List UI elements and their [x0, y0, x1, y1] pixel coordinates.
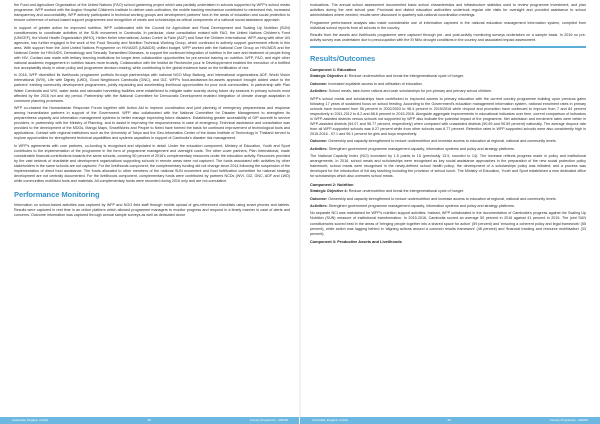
label: Activities: [310, 146, 328, 151]
value: Ownership and capacity strengthened to reduce undernutrition and increase access to education at regional, national and community levels. [328, 196, 557, 201]
paragraph: evaluations. The annual school assessment documented basic school characteristics and infrastructure statistics used to review programme investment, and plan activities during the next school year. Provincial and district education authorities undertook regular site visits for oversight and provided assistance to school administrators where needed; results were discussed in quarterly sub-national coordination meetings. [310, 3, 586, 18]
component-2-title: Component 2: Nutrition [310, 181, 354, 187]
paragraph: WFP's school meals and scholarships have contributed to improved access to primary education with the current country programme building upon previous gains following 17 years of sustained focus on school feeding. According to the Government's education management information system, national enrolment rates in primary schools have increased from 96 percent in 2002/2003 to 98.4 percent in 2015/2016 while dropout and promotion have continued to improve from 7 and 84 percent respectively in 2011-2012 to 8.2 and 88.6 percent in 2015-2016. Alongside aggregate improvements in educational indicators over time, current comparison of indicators in WFP-assisted districts versus schools not supported by WFP also indicate the potential impact of the programme. Net admission and enrolment rates were better in WFP-assisted districts (94.07 and 96.77 percent, respectively) when compared with unassisted districts (90.69 and 90.59 percent) nationally. The average dropout rate from all WFP-supported schools was 6.27 percent while from other schools was 6.77 percent. Retention rates in WFP-supported schools were also consistently high in 2015-2016 - 97.1 and 96.1 percent for girls and boys respectively. [310, 96, 586, 136]
component-1-title: Component 1: Education [310, 67, 357, 73]
paragraph: The National Capacity Index (NCI) increased by 1.5 points to 15 (previously 13.5, rounded to 14). The increase reflects progress made in policy and institutional arrangements. In 2016, school meals and scholarships were recognised as key social assistance approaches in the preparation of the new social protection policy framework; school meals were recognised in the newly-defined school health policy; the development of a scholarships policy was initiated; and a process was developed for the introduction of full day teaching including the provision of school lunch. The Ministry of Education, Youth and Sport established a new dedicated office for scholarships which also oversees school meals. [310, 154, 586, 179]
activities-line [310, 147, 586, 152]
section-title-results-outcomes: Results/Outcomes [310, 54, 376, 64]
left-page-text [14, 3, 290, 413]
paragraph: WFP co-chaired the Humanitarian Response Forum together with Action Aid to improve coordination and joint planning of emergency preparedness and response among humanitarian partners in support of the Government. WFP also collaborated with the National Committee for Disaster Management to strengthen its preparedness capacity and information management systems to better manage impending future disasters. Establishing greater accessibility of GIP accredit to service providers, in partnership with the Ministry of Planning, and to assist in improving the responsiveness in case of emergency. Technical assistance and consultation was provided to the development of the MDGs, Mango Maps, SmartWorks and People to Need have formed the basis for continued improvement of technological tools and applications. Contact with regional institutions such as the University of Tokyo and the Geo-Informatics Center of the Asian Institute of Technology in Thailand served to explore opportunities for strengthened technical capabilities and systems capacities in support of Cambodia's disaster risk management. [14, 106, 290, 141]
activities-line [310, 89, 586, 94]
outcome-line [310, 197, 586, 202]
strategic-objective-line [310, 74, 586, 79]
value: Ownership and capacity strengthened to reduce undernutrition and increase access to education at regional, national and community levels. [328, 139, 557, 144]
value: Increased equitable access to and utilisation of education. [328, 81, 423, 86]
footer-org: Cambodia, Kingdom of (KH) [312, 418, 349, 422]
paragraph: In WFP's agreements with core partners, co-funding is recognised and stipulated in detail. Under the education component, Ministry of Education, Youth and Sport contributes to the implementation of the programme in the form of programme management and oversight costs. The other cover partners, Plan International, made considerable financial contributions towards the same schools, covering 50 percent of 2016's complementary resources under the education activity. Resources provided by the vast network of charitable and development organizations supporting schools in remote areas were not captured. The funds associated with activities by other stakeholders in the same schools are not captured. For the livelihoods component, the complementary funding did not change since 2014 following the suspension of the implementation of direct food assistance. The funds allocated to other members of the national SUN movement and food fortification committee for national strategy development are not centrally documented. For the livelihoods component, complementary funds were contributed by partners NCDs (WVI, GIZ, GNC, ADF and LWD) while communities mobilised tools and materials. All complementary funds were recorded during 2016 only and are not cumulative. [14, 143, 290, 184]
value: Strengthen government programme management capacity, information systems and policy and strategy platforms. [328, 146, 515, 151]
outcome-line [310, 82, 586, 87]
component-3-title: Component 3: Productive Assets and Livelihoods [310, 239, 402, 245]
paragraph: Results from the assets and livelihoods programme were captured through pre- and post-activity monitoring surveys undertaken on a sample basis. In 2016 no pre-activity survey was undertaken due to preoccupation with the El Niño drought conditions in the country and associated impact assessment. [310, 33, 586, 43]
value: Reduce undernutrition and break the intergenerational cycle of hunger. [348, 189, 464, 194]
value: Strengthen government programme management capacity, information systems and policy and strategy platforms. [328, 203, 515, 208]
right-page [300, 0, 600, 424]
activities-line [310, 204, 586, 209]
value: Reduce undernutrition and break the intergenerational cycle of hunger. [348, 74, 464, 79]
outcome-line [310, 139, 586, 144]
footer-doc: Country Programme - 200202 [249, 418, 288, 422]
footer-doc: Country Programme - 200202 [549, 418, 588, 422]
page-footer [0, 417, 300, 424]
paragraph: In support of greater action for improved nutrition, WFP collaborated with the Council for Agriculture and Rural Development and Scaling Up Nutrition (SUN) constituencies to coordinate activities of the SUN movement in Cambodia. In particular, close consultation existed with FAO, the United Nations Children's Fund (UNICEF), the World Health Organization (WHO), Hellen Keller International, Action Contre la Faim (ACF) and Save the Children International. WFP, along with other UN agencies, has further engaged in the work of the Food Security and Nutrition Technical Working Group, which continued to actively support government efforts in this area. With support from the Joint United Nations Programme on HIV/AIDS (UNAIDS) unified budget, WFP worked with the National Core Group on HIV/AIDS and the National Center for HIV/AIDS, Dermatology and Sexually Transmitted Diseases, to support the continued integration of nutrition in the care and treatment of people living with HIV. Contact was made with tertiary learning institutions for longer-term collaborative opportunities for pre-service training on nutrition. WFP, FAO, and eight other national academic engagement in nutrition issues more broadly. Collaboration with the Institut de Recherche pour le Développement enabled the execution of a fortified rice acceptability study in urban policy and programme decision-making, while contributing to the global evidence base on the fortification of rice. [14, 25, 290, 70]
paragraph: Information on school-based activities was captured by WFP and NGO field staff through mobile upload of geo-referenced checklists using smart phones and tablets. Results were captured in real time in an online platform which allowed programme managers to monitor progress and respond in a timely manner in case of alerts and concerns. Outcome information was captured through annual sample surveys as well as dedicated donor [14, 203, 290, 218]
page-number: 13 [147, 418, 151, 422]
value: School meals, take-home rations and cash scholarships for pre-primary and primary school children. [328, 89, 493, 94]
footer-org: Cambodia, Kingdom of (KH) [12, 418, 49, 422]
label: Outcome: [310, 81, 328, 86]
label: Outcome: [310, 139, 328, 144]
label: Strategic Objective 4: [310, 74, 348, 79]
strategic-objective-line [310, 189, 586, 194]
paragraph: Programme performance analysis also made considerable use of information captured in the national education management information system, compiled from individual school reports from all schools in the country. [310, 20, 586, 30]
paragraph: No separate NCI was maintained for WFP's nutrition support activities. Instead, WFP collaborated in the documentation of Cambodia's progress against the Scaling Up Nutrition (SUN) measure of institutional transformation. In 2015-2016, Cambodia scored an average 50 percent in 2016 against 41 percent in 2015. The joint SUN constituencies scored best in the areas of 'bringing people together into a shared space for action' (59 percent) and 'ensuring a coherent policy and legal framework' (55 percent), while action was lagging behind in 'aligning actions around a common results framework' (48 percent) and 'financial tracking and resource mobilisation' (33 percent). [310, 211, 586, 236]
label: Outcome: [310, 196, 328, 201]
page-number: 14 [447, 418, 451, 422]
page-footer [300, 417, 600, 424]
section-divider [310, 46, 586, 48]
section-title-performance-monitoring: Performance Monitoring [14, 190, 100, 200]
paragraph: In 2016, WFP diversified its livelihoods programme portfolio through partnerships with national NGO Mlup Baitong, and international organizations ADF, World Vision International (WVI), Life with Dignity (LWD), Good Neighbours Cambodia (GNC), and GIZ. WFP's food-assistance-for-assets approach brought added value to the partners' existing community development programmes, jointly expanding and accelerating livelihood opportunities for poor rural communities. In partnership with Plan Water Cambodia and WVI, water tanks and rainwater harvesting facilities were established to mitigate water scarcity during future dry seasons in primary schools most affected by the 2016 hot and dry period. Partnership with the National Committee for Democratic Development enabled integration of climate change adaptation in commune planning processes. [14, 73, 290, 103]
label: Activities: [310, 89, 328, 94]
label: Activities: [310, 203, 328, 208]
label: Strategic Objective 4: [310, 189, 348, 194]
right-page-text [310, 3, 586, 413]
paragraph: the Food and Agriculture Organization of the United Nations (FAO) school gardening project which was partially undertaken in schools supported by WFP's school meals programme. WFP worked with the Angkor Hospital Children's Institute to deliver cash-cultivation, the mobile banking mechanism contributed to minimised risk, increased transparency and accountability. WFP actively participated in technical working groups and development partners' fora in the areas of education and social protection to ensure coherence of school-based support programmes and recognition of meals and scholarships as critical components of a national social assistance approach. [14, 3, 290, 23]
